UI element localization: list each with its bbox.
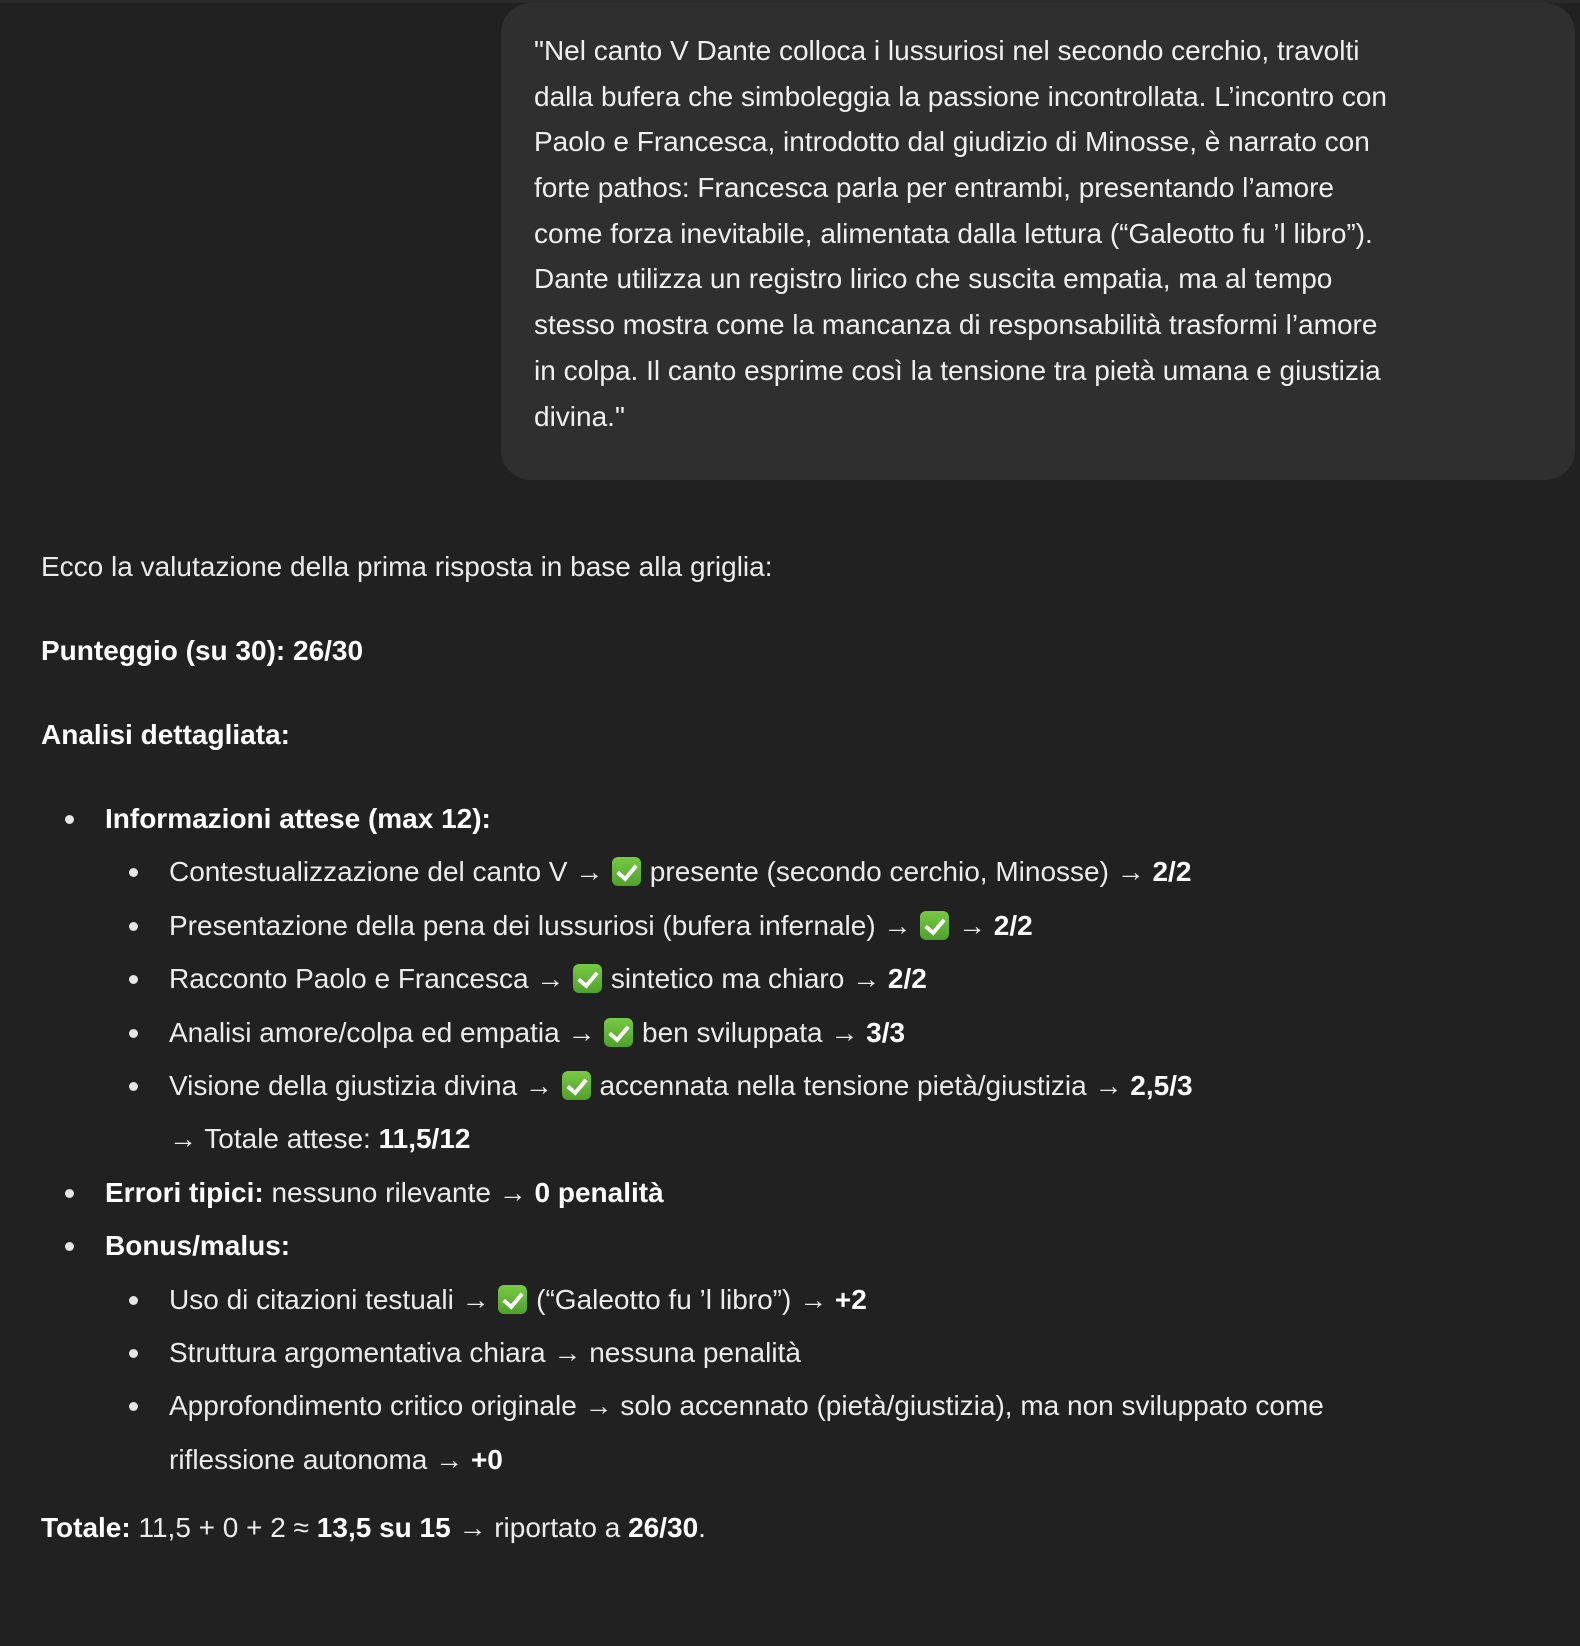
bullet-icon — [129, 1082, 138, 1091]
text-segment: Contestualizzazione del canto V → — [169, 856, 612, 888]
list-item — [105, 792, 491, 846]
bullet-icon — [65, 1242, 74, 1251]
user-message-line: dalla bufera che simboleggia la passione incontrollata. L’incontro con — [534, 80, 1387, 112]
user-message-line: divina." — [534, 400, 625, 432]
user-message-line: in colpa. Il canto esprime così la tensione tra pietà umana e giustizia — [534, 354, 1381, 386]
bold-text: Analisi dettagliata: — [41, 719, 290, 750]
bold-text: Punteggio (su 30): 26/30 — [41, 635, 364, 666]
bold-text: Informazioni attese (max 12): — [105, 803, 491, 834]
check-mark-icon — [604, 1018, 633, 1047]
text-segment: Presentazione della pena dei lussuriosi (bufera infernale) → — [169, 909, 920, 941]
text-segment: . — [698, 1512, 706, 1543]
bullet-icon — [129, 922, 138, 931]
text-segment: nessuno rilevante → — [263, 1176, 535, 1208]
list-item — [105, 1219, 290, 1273]
sub-list-item — [169, 899, 1033, 953]
sub-list-item — [169, 1273, 867, 1327]
bold-text: Bonus/malus: — [105, 1230, 291, 1262]
user-message-line: forte pathos: Francesca parla per entrambi, presentando l’amore — [534, 172, 1334, 204]
check-mark-icon — [498, 1285, 527, 1314]
text-segment: presente (secondo cerchio, Minosse) → — [642, 856, 1153, 888]
text-segment: → Totale attese: — [169, 1123, 379, 1155]
text-segment: sintetico ma chiaro → — [603, 963, 888, 995]
sub-list-item — [169, 1112, 470, 1166]
bullet-icon — [129, 868, 138, 877]
sub-list-item — [169, 1379, 1324, 1433]
list-item — [105, 1166, 664, 1220]
analysis-heading — [41, 708, 290, 762]
score-line — [41, 624, 363, 678]
text-segment: Racconto Paolo e Francesca → — [169, 963, 573, 995]
bullet-icon — [129, 1029, 138, 1038]
text-segment: → riportato a — [450, 1512, 629, 1543]
bold-text: 2/2 — [887, 963, 927, 995]
bullet-icon — [129, 1402, 138, 1411]
text-segment: riflessione autonoma → — [169, 1443, 471, 1475]
bullet-icon — [129, 975, 138, 984]
text-segment: Visione della giustizia divina → — [169, 1070, 561, 1101]
user-message-line: Dante utilizza un registro lirico che suscita empatia, ma al tempo — [534, 263, 1333, 295]
text-segment: Analisi amore/colpa ed empatia → — [169, 1016, 604, 1048]
bold-text: 13,5 su 15 — [316, 1512, 451, 1543]
sub-list-item — [169, 1006, 905, 1060]
bullet-icon — [65, 815, 74, 824]
bullet-icon — [65, 1189, 74, 1198]
check-mark-icon — [920, 911, 949, 940]
sub-list-item — [169, 845, 1191, 899]
user-message-line: stesso mostra come la mancanza di responsabilità trasformi l’amore — [534, 309, 1378, 341]
bold-text: 26/30 — [628, 1512, 699, 1543]
text-segment: Approfondimento critico originale → solo accennato (pietà/giustizia), ma non sviluppato come — [169, 1390, 1324, 1422]
sub-list-item — [169, 1059, 1193, 1113]
bold-text: Totale: — [41, 1512, 131, 1543]
text-segment: Uso di citazioni testuali → — [169, 1283, 498, 1315]
check-mark-icon — [612, 857, 641, 886]
intro-text: Ecco la valutazione della prima risposta in base alla griglia: — [41, 551, 773, 582]
user-message-line: Paolo e Francesca, introdotto dal giudizio di Minosse, è narrato con — [534, 126, 1370, 158]
text-segment: → — [950, 909, 994, 941]
user-message-line: come forza inevitabile, alimentata dalla lettura (“Galeotto fu ’l libro”). — [534, 217, 1373, 249]
sub-list-item — [169, 1433, 503, 1487]
bold-text: +0 — [470, 1443, 503, 1475]
bold-text: 2/2 — [993, 909, 1033, 941]
bold-text: 2,5/3 — [1130, 1070, 1193, 1101]
bold-text: Errori tipici: — [105, 1176, 264, 1208]
sub-list-item — [169, 952, 927, 1006]
sub-list-item — [169, 1326, 801, 1380]
check-mark-icon — [573, 964, 602, 993]
user-message-bubble — [501, 3, 1575, 480]
text-segment: accennata nella tensione pietà/giustizia → — [591, 1070, 1131, 1101]
text-segment: ben sviluppata → — [634, 1016, 867, 1048]
text-segment: Struttura argomentativa chiara → nessuna penalità — [169, 1337, 801, 1368]
bold-text: +2 — [834, 1283, 867, 1315]
text-segment: (“Galeotto fu ’l libro”) → — [528, 1283, 835, 1315]
bold-text: 3/3 — [866, 1016, 906, 1048]
bold-text: 0 penalità — [534, 1176, 664, 1208]
check-mark-icon — [562, 1071, 591, 1100]
text-segment: 11,5 + 0 + 2 ≈ — [130, 1512, 317, 1543]
bold-text: 2/2 — [1152, 856, 1192, 888]
bold-text: 11,5/12 — [378, 1123, 471, 1155]
total-line — [41, 1501, 706, 1555]
bullet-icon — [129, 1349, 138, 1358]
bullet-icon — [129, 1296, 138, 1305]
user-message-line: "Nel canto V Dante colloca i lussuriosi nel secondo cerchio, travolti — [534, 35, 1360, 66]
